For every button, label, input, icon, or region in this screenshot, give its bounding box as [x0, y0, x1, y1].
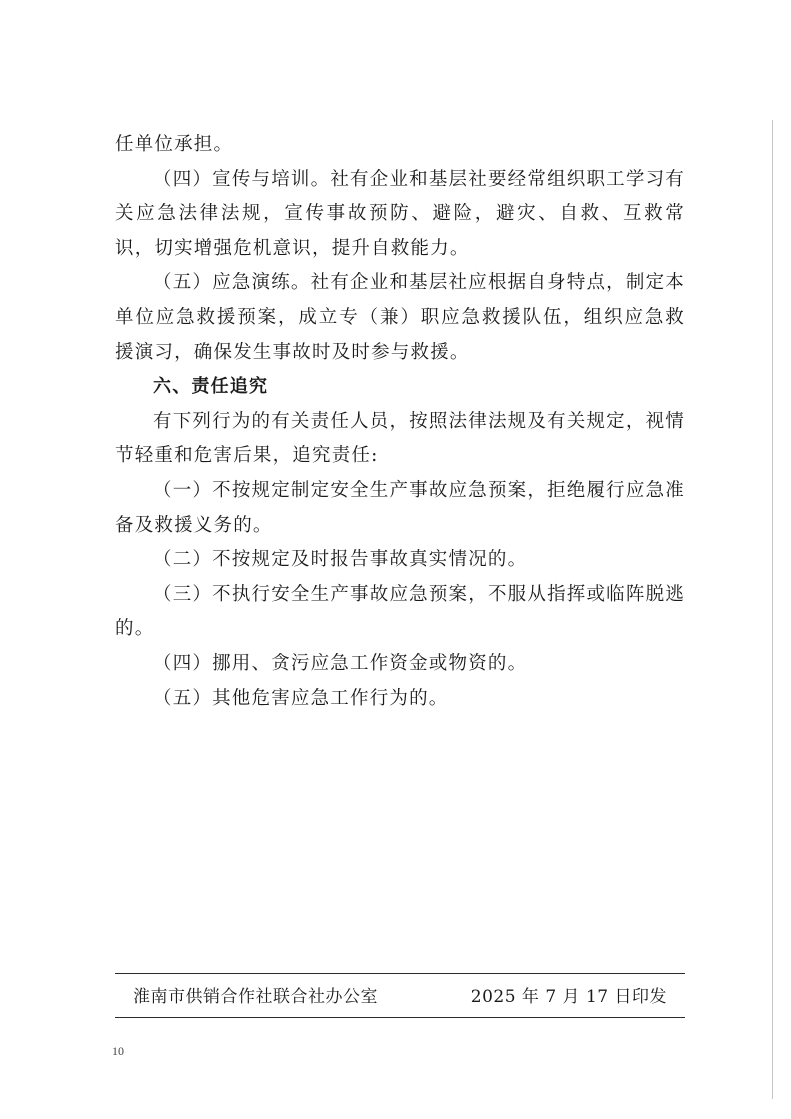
issuance-footer	[115, 982, 685, 1007]
paragraph-continuation: 任单位承担。	[115, 134, 234, 155]
paragraph-emergency-drill: （五）应急演练。社有企业和基层社应根据自身特点，制定本单位应急救援预案，成立专（兼）职应急救援队伍，组织应急救援演习，确保发生事故时及时参与救援。	[115, 272, 685, 363]
list-item: （五）其他危害应急工作行为的。	[153, 687, 449, 709]
issue-date: 2025 年 7 月 17 日印发	[470, 987, 667, 1007]
list-item: （四）挪用、贪污应急工作资金或物资的。	[153, 652, 528, 674]
issuer-name: 淮南市供销合作社联合社办公室	[133, 987, 378, 1007]
scan-edge-line	[772, 120, 773, 1099]
section-heading: 六、责任追究	[153, 376, 269, 398]
body-text	[115, 128, 685, 716]
list-item: （一）不按规定制定安全生产事故应急预案，拒绝履行应急准备及救援义务的。	[115, 479, 685, 536]
page-number: 10	[112, 1044, 124, 1058]
list-item: （二）不按规定及时报告事故真实情况的。	[153, 549, 528, 571]
paragraph-publicity-training: （四）宣传与培训。社有企业和基层社要经常组织职工学习有关应急法律法规，宣传事故预防、避险，避灾、自救、互救常识，切实增强危机意识，提升自救能力。	[115, 168, 685, 259]
footer-top-rule	[115, 973, 685, 974]
section-intro: 有下列行为的有关责任人员，按照法律法规及有关规定，视情节轻重和危害后果，追究责任:	[115, 410, 685, 467]
footer-bottom-rule	[115, 1017, 685, 1018]
list-item: （三）不执行安全生产事故应急预案，不服从指挥或临阵脱逃的。	[115, 583, 685, 640]
